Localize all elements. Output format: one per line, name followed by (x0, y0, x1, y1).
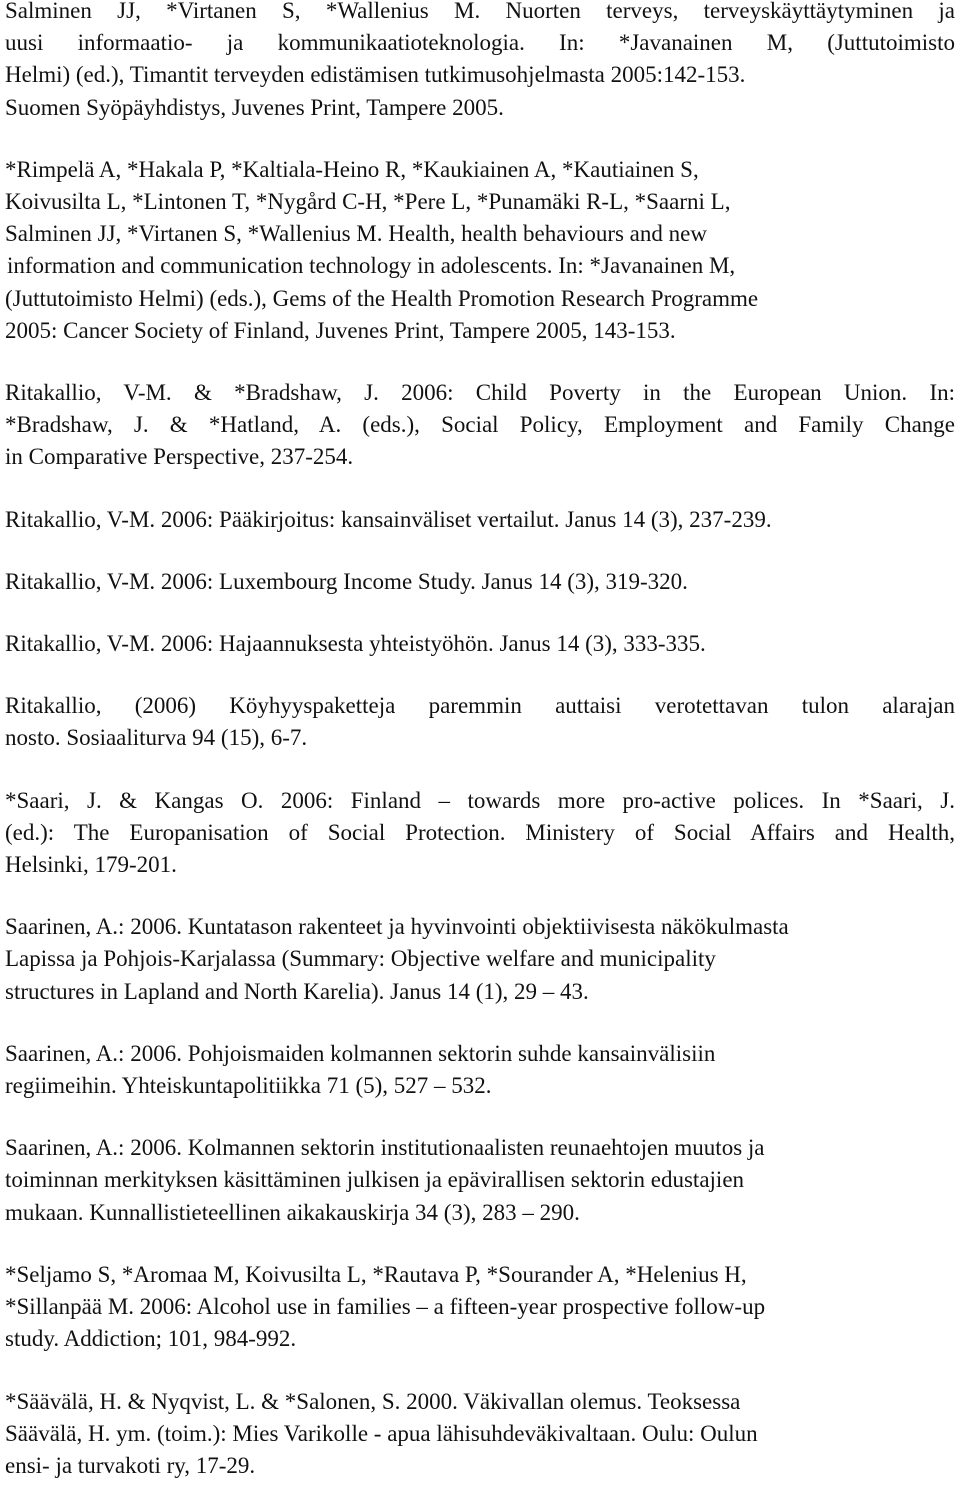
reference-line: regiimeihin. Yhteiskuntapolitiikka 71 (5), 527 – 532. (5, 1073, 492, 1099)
reference-entry (5, 1386, 955, 1483)
reference-line: information and communication technology in adolescents. In: *Javanainen M, (7, 253, 736, 279)
reference-line: 2005: Cancer Society of Finland, Juvenes Print, Tampere 2005, 143-153. (5, 317, 676, 343)
reference-line: Ritakallio, V-M. & *Bradshaw, J. 2006: Child Poverty in the European Union. In: (5, 380, 955, 406)
reference-entry (5, 377, 955, 474)
reference-line: Saarinen, A.: 2006. Pohjoismaiden kolmannen sektorin suhde kansainvälisiin (5, 1040, 716, 1066)
reference-entry (5, 1132, 955, 1229)
reference-entry (5, 566, 955, 598)
reference-line: *Rimpelä A, *Hakala P, *Kaltiala-Heino R, *Kaukiainen A, *Kautiainen S, (5, 156, 699, 182)
reference-line: Ritakallio, V-M. 2006: Hajaannuksesta yhteistyöhön. Janus 14 (3), 333-335. (5, 631, 706, 657)
reference-entry (5, 690, 955, 754)
reference-line: *Sillanpää M. 2006: Alcohol use in families – a fifteen-year prospective follow-up (5, 1294, 766, 1320)
reference-line: mukaan. Kunnallistieteellinen aikakauskirja 34 (3), 283 – 290. (5, 1199, 580, 1225)
reference-line: ensi- ja turvakoti ry, 17-29. (5, 1452, 256, 1478)
reference-line: in Comparative Perspective, 237-254. (5, 444, 354, 470)
reference-line: uusi informaatio- ja kommunikaatioteknologia. In: *Javanainen M, (Juttutoimisto (5, 30, 955, 56)
reference-entry (5, 1259, 955, 1356)
reference-entry (5, 504, 955, 536)
reference-entry (5, 785, 955, 882)
reference-line: Saarinen, A.: 2006. Kolmannen sektorin institutionaalisten reunaehtojen muutos ja (5, 1135, 765, 1161)
reference-line: *Seljamo S, *Aromaa M, Koivusilta L, *Rautava P, *Sourander A, *Helenius H, (5, 1261, 747, 1287)
reference-entry (5, 154, 955, 347)
reference-line: *Säävälä, H. & Nyqvist, L. & *Salonen, S. 2000. Väkivallan olemus. Teoksessa (5, 1388, 741, 1414)
reference-line: Lapissa ja Pohjois-Karjalassa (Summary: Objective welfare and municipality (5, 946, 716, 972)
reference-line: Helsinki, 179-201. (5, 852, 177, 878)
reference-line: nosto. Sosiaaliturva 94 (15), 6-7. (5, 725, 308, 751)
reference-line: Salminen JJ, *Virtanen S, *Wallenius M. Health, health behaviours and new (5, 221, 707, 247)
reference-line: (Juttutoimisto Helmi) (eds.), Gems of the Health Promotion Research Programme (5, 285, 759, 311)
reference-entry (5, 1038, 955, 1102)
reference-line: Säävälä, H. ym. (toim.): Mies Varikolle - apua lähisuhdeväkivaltaan. Oulu: Oulun (5, 1420, 758, 1446)
reference-line: *Saari, J. & Kangas O. 2006: Finland – towards more pro-active polices. In *Saari, J. (5, 787, 955, 813)
reference-entry (5, 911, 955, 1008)
reference-line: study. Addiction; 101, 984-992. (5, 1326, 297, 1352)
reference-line: Helmi) (ed.), Timantit terveyden edistämisen tutkimusohjelmasta 2005:142-153. (5, 62, 746, 88)
reference-line: Ritakallio, V-M. 2006: Luxembourg Income Study. Janus 14 (3), 319-320. (5, 568, 688, 594)
reference-entry (5, 0, 955, 124)
reference-line: *Bradshaw, J. & *Hatland, A. (eds.), Social Policy, Employment and Family Change (5, 412, 955, 438)
reference-line: Salminen JJ, *Virtanen S, *Wallenius M. Nuorten terveys, terveyskäyttäytyminen ja (5, 0, 955, 23)
reference-entry (5, 628, 955, 660)
reference-list (5, 0, 955, 1512)
reference-line: structures in Lapland and North Karelia). Janus 14 (1), 29 – 43. (5, 978, 589, 1004)
reference-line: Saarinen, A.: 2006. Kuntatason rakenteet ja hyvinvointi objektiivisesta näkökulmasta (5, 914, 789, 940)
reference-line: Suomen Syöpäyhdistys, Juvenes Print, Tampere 2005. (5, 94, 504, 120)
reference-line: Koivusilta L, *Lintonen T, *Nygård C-H, *Pere L, *Punamäki R-L, *Saarni L, (5, 189, 731, 215)
reference-line: (ed.): The Europanisation of Social Protection. Ministery of Social Affairs and Health, (5, 819, 955, 845)
reference-line: Ritakallio, V-M. 2006: Pääkirjoitus: kansainväliset vertailut. Janus 14 (3), 237-239. (5, 506, 772, 532)
reference-line: toiminnan merkityksen käsittäminen julkisen ja epävirallisen sektorin edustajien (5, 1167, 745, 1193)
reference-line: Ritakallio, (2006) Köyhyyspaketteja paremmin auttaisi verotettavan tulon alarajan (5, 693, 955, 719)
